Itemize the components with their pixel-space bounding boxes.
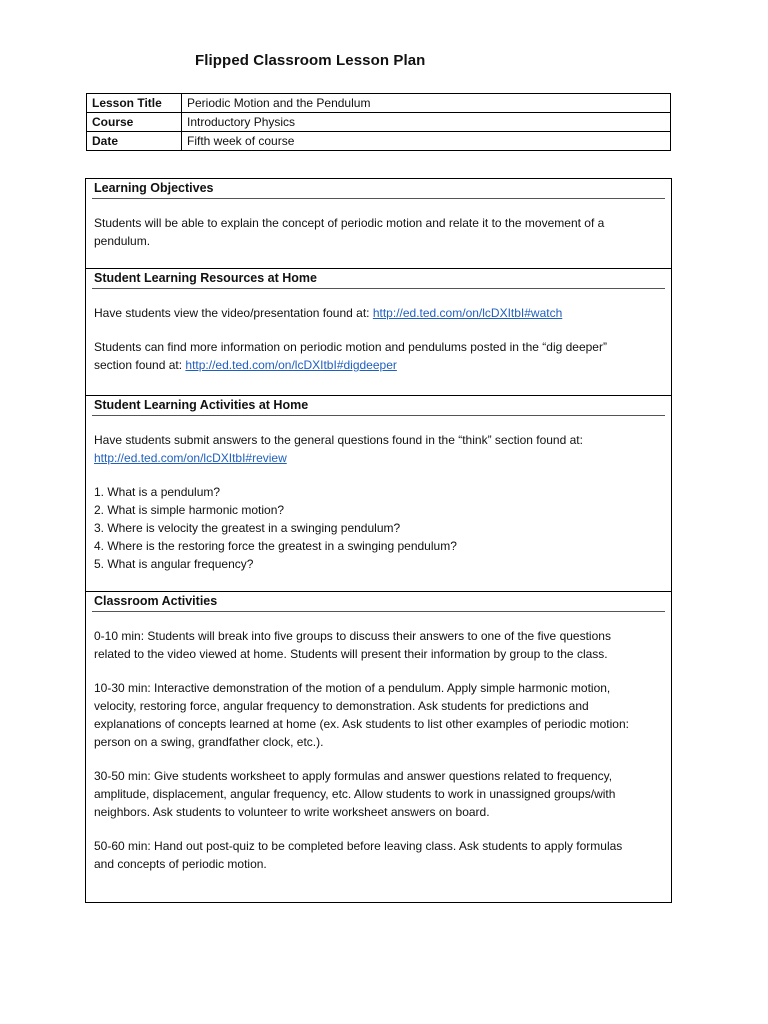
question-list xyxy=(86,483,671,573)
watch-link[interactable]: http://ed.ted.com/on/lcDXItbI#watch xyxy=(372,306,563,320)
activity-line: 50-60 min: Hand out post-quiz to be completed before leaving class. Ask students to apply formulas xyxy=(94,839,623,853)
learning-objectives-section xyxy=(86,179,671,269)
objectives-text-line: pendulum. xyxy=(94,234,151,248)
resources-paragraph xyxy=(94,356,663,374)
lesson-title-value: Periodic Motion and the Pendulum xyxy=(182,94,671,113)
classroom-activities-heading: Classroom Activities xyxy=(92,592,665,612)
home-activities-heading: Student Learning Activities at Home xyxy=(92,396,665,416)
review-link[interactable]: http://ed.ted.com/on/lcDXItbI#review xyxy=(94,451,287,465)
activity-line: related to the video viewed at home. Students will present their information by group to the class. xyxy=(94,647,608,661)
home-activities-section xyxy=(86,396,671,592)
list-item: 4. Where is the restoring force the greatest in a swinging pendulum? xyxy=(94,539,457,553)
learning-objectives-heading: Learning Objectives xyxy=(92,179,665,199)
table-row xyxy=(87,132,671,151)
home-activities-intro: Have students submit answers to the general questions found in the “think” section found at: xyxy=(94,433,583,447)
table-row xyxy=(87,94,671,113)
activity-line: explanations of concepts learned at home (ex. Ask students to list other examples of periodic motion: xyxy=(94,717,629,731)
resources-text: section found at: xyxy=(94,358,186,372)
activity-line: and concepts of periodic motion. xyxy=(94,857,267,871)
objectives-text-line: Students will be able to explain the concept of periodic motion and relate it to the movement of a xyxy=(94,216,605,230)
list-item: 1. What is a pendulum? xyxy=(94,485,221,499)
lesson-info-table xyxy=(86,93,671,151)
activity-line: 10-30 min: Interactive demonstration of the motion of a pendulum. Apply simple harmonic motion, xyxy=(94,681,611,695)
activity-line: 30-50 min: Give students worksheet to apply formulas and answer questions related to frequency, xyxy=(94,769,613,783)
resources-text-line: Students can find more information on periodic motion and pendulums posted in the “dig deeper” xyxy=(94,340,607,354)
activity-line: amplitude, displacement, angular frequency, etc. Allow students to work in unassigned groups/with xyxy=(94,787,616,801)
lesson-plan-body xyxy=(85,178,672,903)
date-label: Date xyxy=(87,132,182,151)
classroom-activities-section xyxy=(86,592,671,902)
table-row xyxy=(87,113,671,132)
activity-line: neighbors. Ask students to volunteer to write worksheet answers on board. xyxy=(94,805,490,819)
lesson-title-label: Lesson Title xyxy=(87,94,182,113)
activity-line: 0-10 min: Students will break into five groups to discuss their answers to one of the five questions xyxy=(94,629,611,643)
course-value: Introductory Physics xyxy=(182,113,671,132)
list-item: 5. What is angular frequency? xyxy=(94,557,254,571)
list-item: 2. What is simple harmonic motion? xyxy=(94,503,285,517)
resources-text: Have students view the video/presentation found at: xyxy=(94,306,373,320)
activity-line: person on a swing, grandfather clock, etc.). xyxy=(94,735,324,749)
resources-heading: Student Learning Resources at Home xyxy=(92,269,665,289)
document-title: Flipped Classroom Lesson Plan xyxy=(195,52,426,69)
list-item: 3. Where is velocity the greatest in a swinging pendulum? xyxy=(94,521,401,535)
digdeeper-link[interactable]: http://ed.ted.com/on/lcDXItbI#digdeeper xyxy=(185,358,397,372)
home-activities-link-line xyxy=(94,449,663,467)
resources-section xyxy=(86,269,671,396)
date-value: Fifth week of course xyxy=(182,132,671,151)
activity-line: velocity, restoring force, angular frequency to demonstration. Ask students for predictions and xyxy=(94,699,589,713)
course-label: Course xyxy=(87,113,182,132)
resources-paragraph xyxy=(94,304,663,322)
